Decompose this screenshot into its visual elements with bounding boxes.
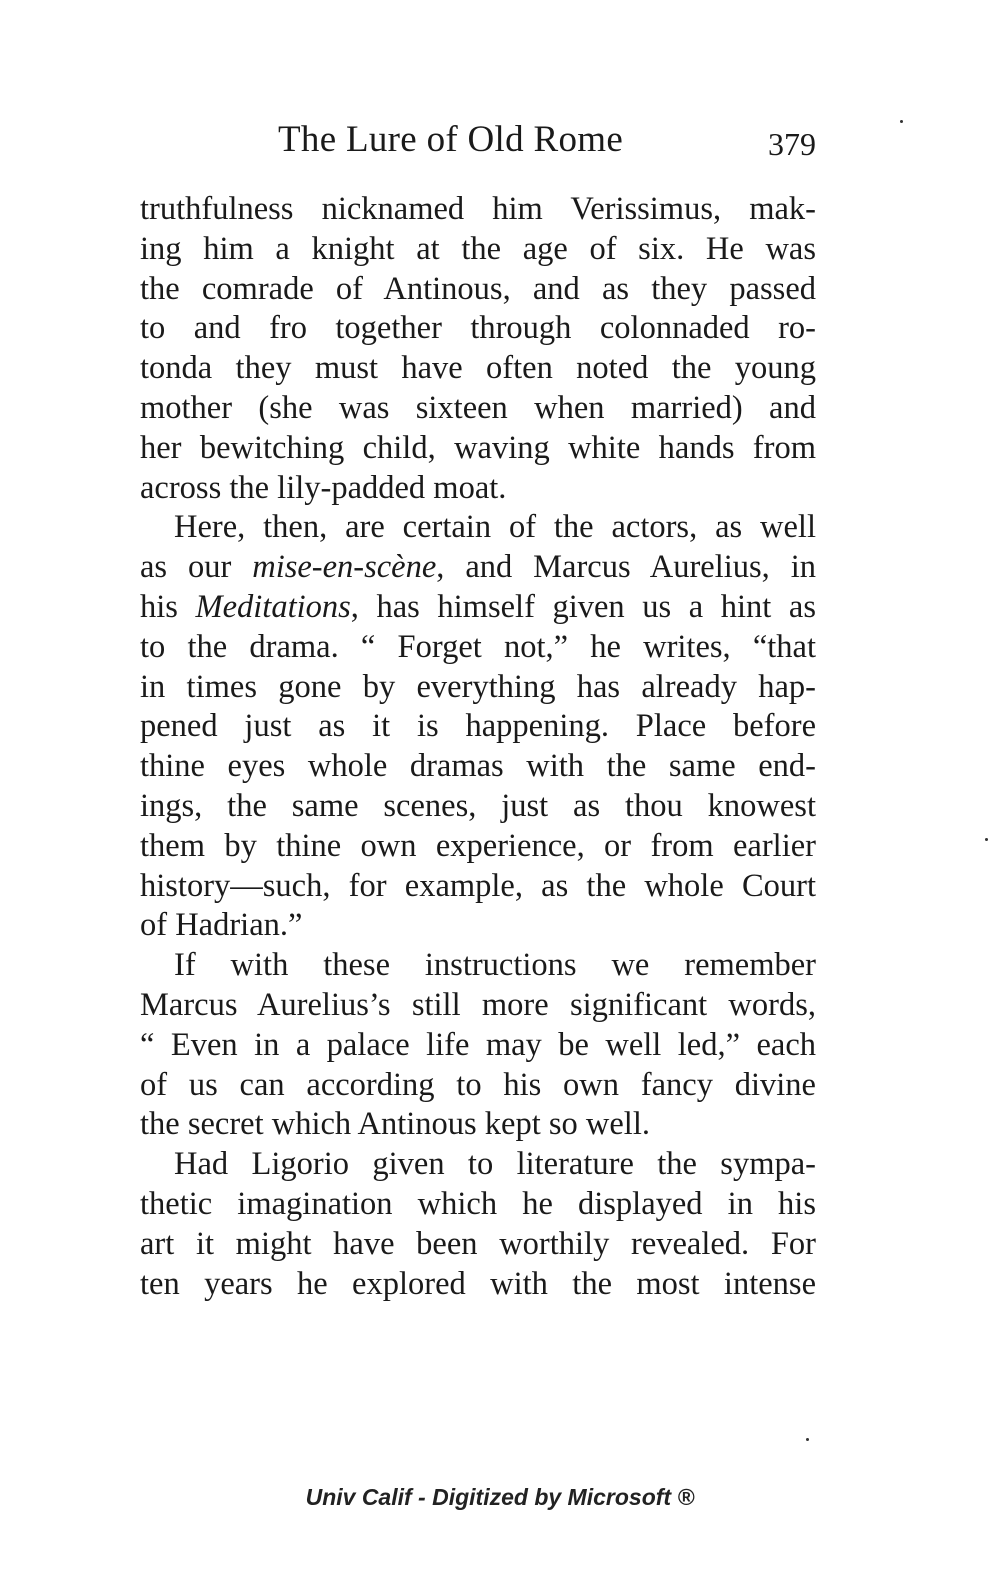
text-line: thetic imagination which he displayed in his [140, 1185, 816, 1222]
text-run: , has himself given us a hint as [350, 588, 816, 625]
running-title: The Lure of Old Rome [278, 119, 624, 160]
text-line: art it might have been worthily revealed. For [140, 1225, 816, 1262]
text-line: across the lily-padded moat. [140, 469, 507, 506]
italic-book-title-meditations: Meditations [195, 588, 351, 625]
text-line: her bewitching child, waving white hands from [140, 429, 816, 466]
text-line [140, 588, 816, 628]
text-line: pened just as it is happening. Place before [140, 708, 816, 745]
text-line: Here, then, are certain of the actors, as well [174, 509, 816, 546]
scan-speck [985, 838, 988, 841]
text-line: of Hadrian.” [140, 907, 303, 944]
text-line: tonda they must have often noted the young [140, 350, 816, 387]
text-line: in times gone by everything has already hap- [140, 668, 816, 705]
body-text [140, 190, 816, 1304]
italic-term-mise-en-scene: mise-en-scène [252, 549, 437, 586]
text-line: If with these instructions we remember [174, 947, 816, 984]
text-line [140, 548, 816, 588]
text-line: truthfulness nicknamed him Verissimus, mak- [140, 191, 816, 227]
text-line: mother (she was sixteen when married) and [140, 389, 816, 426]
text-line: ings, the same scenes, just as thou knowest [140, 787, 816, 824]
scan-speck [806, 1438, 809, 1441]
text-line: them by thine own experience, or from earlier [140, 827, 816, 864]
page-number: 379 [768, 126, 816, 162]
text-line: “ Even in a palace life may be well led,” each [140, 1026, 816, 1063]
running-header [140, 112, 820, 168]
text-run: , and Marcus Aurelius, in [436, 549, 816, 586]
text-line: Had Ligorio given to literature the sympa- [174, 1146, 816, 1183]
text-run: as our [140, 549, 253, 586]
text-line: of us can according to his own fancy divine [140, 1066, 816, 1103]
text-line: thine eyes whole dramas with the same end- [140, 748, 816, 785]
scan-speck [900, 120, 903, 123]
digitization-footer: Univ Calif - Digitized by Microsoft ® [305, 1484, 695, 1510]
text-line: the secret which Antinous kept so well. [140, 1106, 650, 1143]
text-line: to the drama. “ Forget not,” he writes, “that [140, 628, 816, 665]
text-line: Marcus Aurelius’s still more significant words, [140, 986, 816, 1023]
text-line: history—such, for example, as the whole Court [140, 867, 816, 904]
text-line: to and fro together through colonnaded ro- [140, 310, 816, 347]
text-run: his [140, 588, 196, 625]
text-line: the comrade of Antinous, and as they passed [140, 270, 816, 307]
text-line: ten years he explored with the most intense [140, 1265, 816, 1302]
text-line: ing him a knight at the age of six. He was [140, 230, 816, 267]
